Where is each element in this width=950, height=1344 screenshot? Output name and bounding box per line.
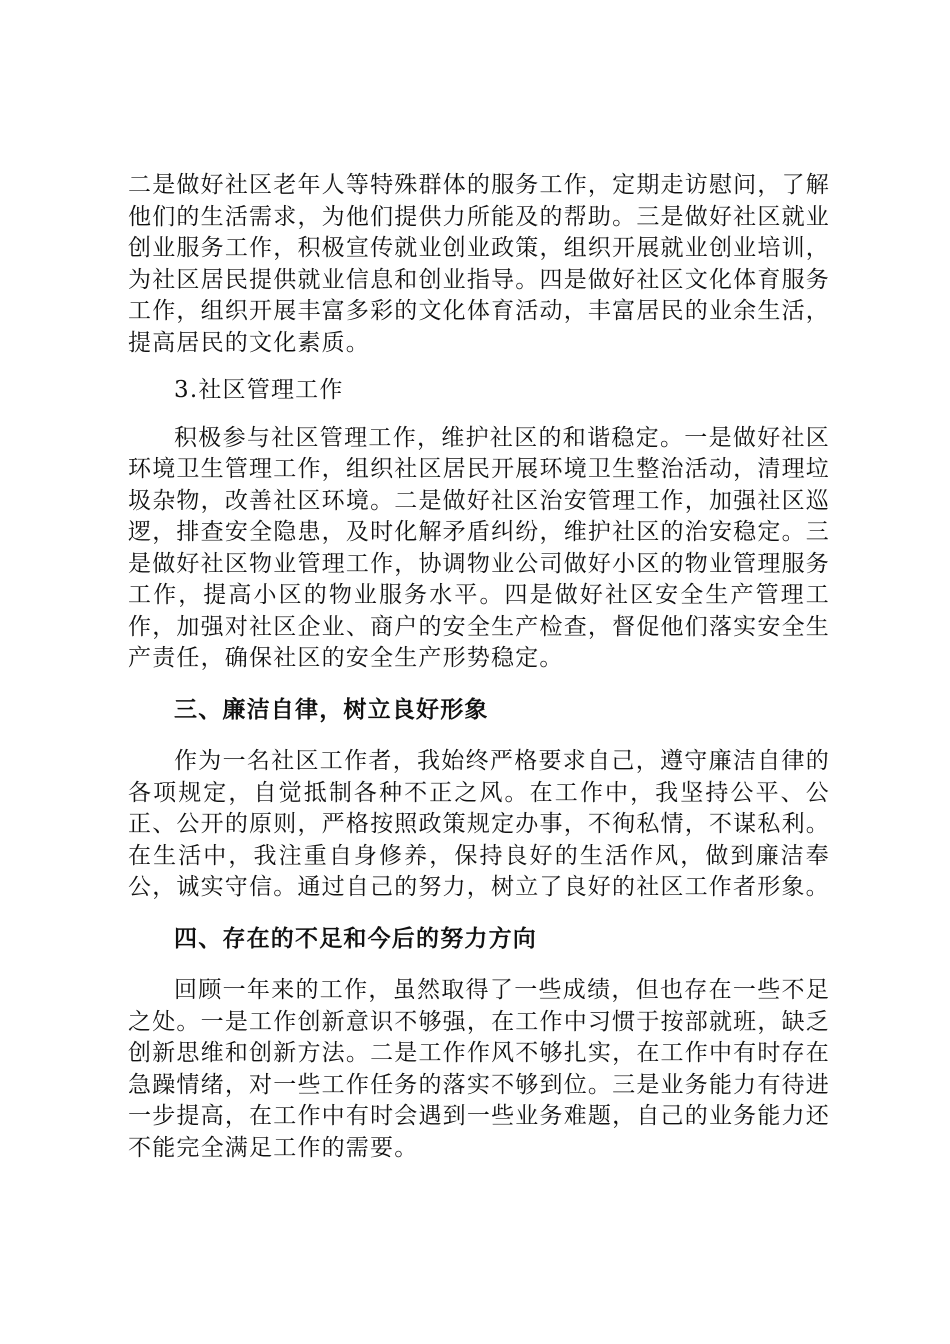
subheading-community-management: 3.社区管理工作 (174, 377, 344, 403)
paragraph-integrity: 作为一名社区工作者，我始终严格要求自己，遵守廉洁自律的各项规定，自觉抵制各种不正之风。在工作中，我坚持公平、公正、公开的原则，严格按照政策规定办事，不徇私情，不谋私利。在生活中，我注重自身修养，保持良好的生活作风，做到廉洁奉公，诚实守信。通过自己的努力，树立了良好的社区工作者形象。 (128, 748, 830, 900)
paragraph-community-management: 积极参与社区管理工作，维护社区的和谐稳定。一是做好社区环境卫生管理工作，组织社区居民开展环境卫生整治活动，清理垃圾杂物，改善社区环境。二是做好社区治安管理工作，加强社区巡逻，排查安全隐患，及时化解矛盾纠纷，维护社区的治安稳定。三是做好社区物业管理工作，协调物业公司做好小区的物业管理服务工作，提高小区的物业服务水平。四是做好社区安全生产管理工作，加强对社区企业、商户的安全生产检查，督促他们落实安全生产责任，确保社区的安全生产形势稳定。 (128, 424, 830, 671)
section-heading-shortcomings: 四、存在的不足和今后的努力方向 (174, 925, 537, 952)
paragraph-service-continued: 二是做好社区老年人等特殊群体的服务工作，定期走访慰问，了解他们的生活需求，为他们提供力所能及的帮助。三是做好社区就业创业服务工作，积极宣传就业创业政策，组织开展就业创业培训，为社区居民提供就业信息和创业指导。四是做好社区文化体育服务工作，组织开展丰富多彩的文化体育活动，丰富居民的业余生活，提高居民的文化素质。 (128, 172, 830, 356)
section-heading-integrity: 三、廉洁自律，树立良好形象 (174, 696, 489, 723)
paragraph-shortcomings: 回顾一年来的工作，虽然取得了一些成绩，但也存在一些不足之处。一是工作创新意识不够强，在工作中习惯于按部就班，缺乏创新思维和创新方法。二是工作作风不够扎实，在工作中有时存在急躁情绪，对一些工作任务的落实不够到位。三是业务能力有待进一步提高，在工作中有时会遇到一些业务难题，自己的业务能力还不能完全满足工作的需要。 (128, 977, 830, 1161)
document-body (128, 170, 830, 1164)
